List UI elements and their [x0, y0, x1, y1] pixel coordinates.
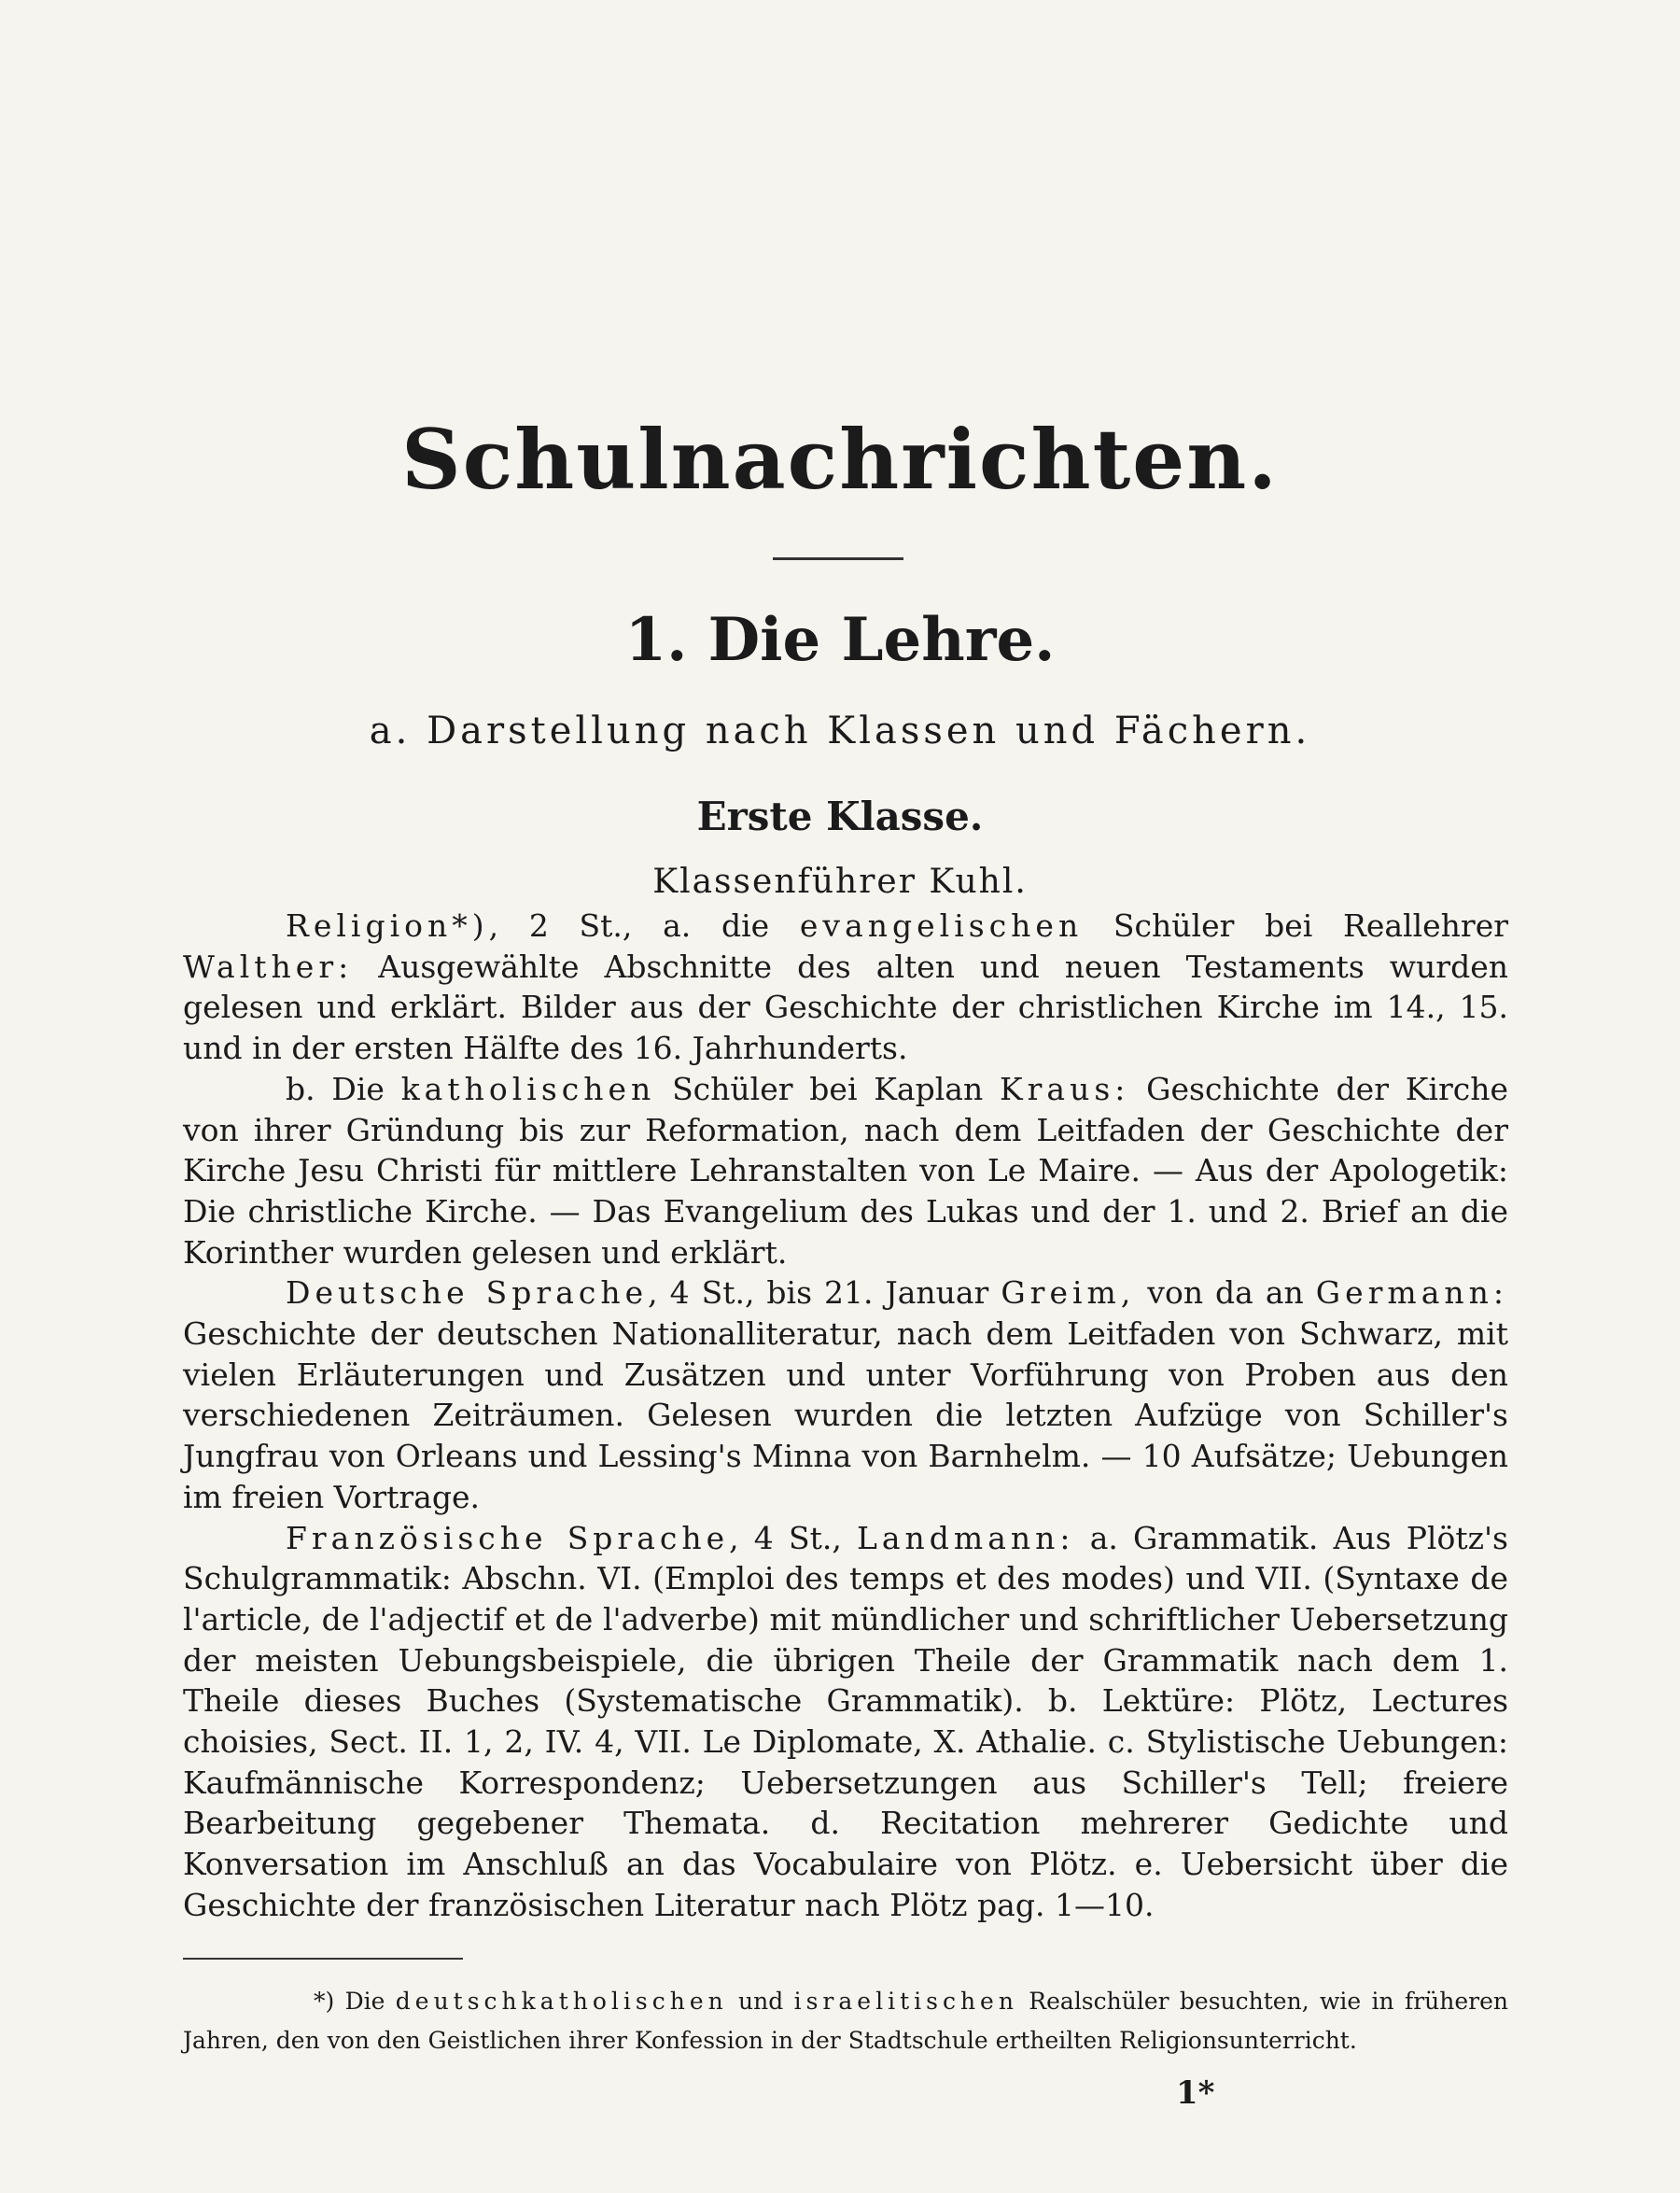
- paragraph-catholic: [183, 1069, 1508, 1273]
- body-text: [183, 906, 1508, 1926]
- text-run: evangelischen: [799, 907, 1084, 944]
- teacher-name: Germann:: [1315, 1274, 1509, 1312]
- text-run: Realschüler besuchten, wie in früheren Jahren, den von den Geistlichen ihrer Konfession in der Stadtschule ertheilten Religionsunterricht.: [183, 1988, 1508, 2054]
- paragraph-german: [183, 1272, 1508, 1517]
- text-run: und: [727, 1988, 794, 2015]
- text-run: deutschkatholischen: [395, 1988, 728, 2015]
- paragraph-religion: [183, 906, 1508, 1069]
- subject-german: Deutsche Sprache: [286, 1274, 649, 1312]
- title-divider: [773, 557, 903, 560]
- text-run: Geschichte der Kirche von ihrer Gründung bis zur Reformation, nach dem Leitfaden der Geschichte der Kirche Jesu Christi für mittlere Lehranstalten von Le Maire. — Aus der Apologetik: Die christliche Kirche. — Das Evangelium des Lukas und der 1. und 2. Brief an die Korinther wurden gelesen und erklärt.: [183, 1070, 1508, 1271]
- text-run: *) Die: [314, 1988, 396, 2015]
- subject-religion: Religion*): [286, 907, 489, 944]
- text-run: katholischen: [400, 1070, 656, 1107]
- text-run: Schüler bei Reallehrer: [1083, 907, 1509, 944]
- text-run: israelitischen: [793, 1988, 1018, 2015]
- text-run: a. Grammatik. Aus Plötz's Schulgrammatik: Abschn. VI. (Emploi des temps et des modes) und VII. (Syntaxe de l'article, de l'adjectif et de l'adverbe) mit mündlicher und schriftlicher Uebersetzung der meisten Uebungsbeispiele, die übrigen Theile der Grammatik nach dem 1. Theile dieses Buches (Systematische Grammatik). b. Lektüre: Plötz, Lectures choisies, Sect. II. 1, 2, IV. 4, VII. Le Diplomate, X. Athalie. c. Stylistische Uebungen: Kaufmännische Korrespondenz; Uebersetzungen aus Schiller's Tell; freiere Bearbeitung gegebener Themata. d. Recitation mehrerer Gedichte und Konversation im Anschluß an das Vocabulaire von Plötz. e. Uebersicht über die Geschichte der französischen Literatur nach Plötz pag. 1—10.: [183, 1519, 1508, 1923]
- text-run: von da an: [1135, 1274, 1316, 1312]
- teacher-name: Walther:: [183, 948, 354, 985]
- footnote: [183, 1982, 1508, 2060]
- text-run: Geschichte der deutschen Nationalliteratur, nach dem Leitfaden von Schwarz, mit vielen Erläuterungen und Zusätzen und unter Vorführung von Proben aus den verschiedenen Zeiträumen. Gelesen wurden die letzten Aufzüge von Schiller's Jungfrau von Orleans und Lessing's Minna von Barnhelm. — 10 Aufsätze; Uebungen im freien Vortrage.: [183, 1315, 1508, 1515]
- teacher-name: Landmann:: [856, 1519, 1075, 1556]
- text-run: Schüler bei Kaplan: [655, 1070, 1000, 1107]
- signature-mark: 1*: [1176, 2074, 1215, 2112]
- text-run: , 4 St.,: [729, 1519, 857, 1556]
- class-leader: Klassenführer Kuhl.: [652, 863, 1028, 901]
- subsection-heading: a. Darstellung nach Klassen und Fächern.: [369, 710, 1311, 752]
- text-run: b. Die: [286, 1070, 401, 1107]
- teacher-name: Kraus:: [999, 1070, 1130, 1107]
- paragraph-french: [183, 1518, 1508, 1926]
- section-heading: 1. Die Lehre.: [624, 605, 1056, 675]
- footnote-divider: [183, 1958, 463, 1960]
- class-heading: Erste Klasse.: [696, 794, 984, 839]
- text-run: , 4 St., bis 21. Januar: [648, 1274, 1001, 1312]
- teacher-name: Greim,: [1001, 1274, 1136, 1312]
- text-run: Ausgewählte Abschnitte des alten und neuen Testaments wurden gelesen und erklärt. Bilder aus der Geschichte der christlichen Kirche im 14., 15. und in der ersten Hälfte des 16. Jahrhunderts.: [183, 948, 1508, 1067]
- subject-french: Französische Sprache: [286, 1519, 730, 1556]
- page-title: Schulnachrichten.: [401, 411, 1279, 508]
- footnote-text: [183, 1982, 1508, 2060]
- text-run: , 2 St., a. die: [488, 907, 800, 944]
